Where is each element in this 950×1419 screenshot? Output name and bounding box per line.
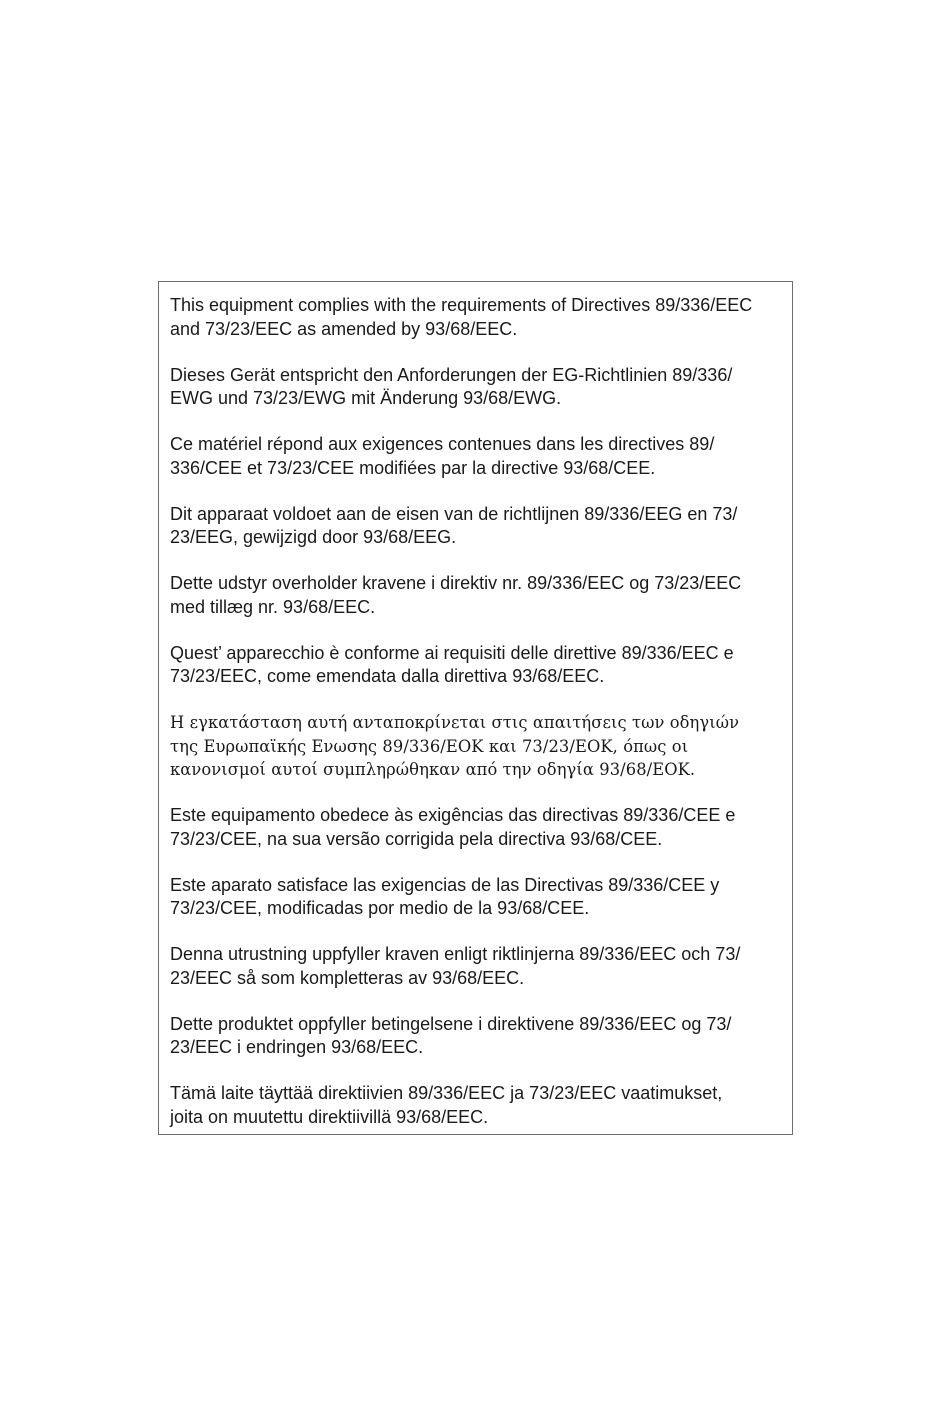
paragraph-spanish: Este aparato satisface las exigencias de las Directivas 89/336/CEE y 73/23/CEE, modificadas por medio de la 93/68/CEE. [170, 874, 720, 918]
paragraph-french: Ce matériel répond aux exigences contenues dans les directives 89/ 336/CEE et 73/23/CEE modifiées par la directive 93/68/CEE. [170, 434, 715, 478]
paragraph-german: Dieses Gerät entspricht den Anforderungen der EG-Richtlinien 89/336/ EWG und 73/23/EWG mit Änderung 93/68/EWG. [170, 364, 733, 408]
paragraph-norwegian: Dette produktet oppfyller betingelsene i direktivene 89/336/EEC og 73/ 23/EEC i endringen 93/68/EEC. [170, 1013, 732, 1057]
compliance-notice-box [158, 281, 793, 1135]
paragraph-english: This equipment complies with the requirements of Directives 89/336/EEC and 73/23/EEC as amended by 93/68/EEC. [170, 295, 753, 339]
paragraph-dutch: Dit apparaat voldoet aan de eisen van de richtlijnen 89/336/EEG en 73/ 23/EEG, gewijzigd door 93/68/EEG. [170, 503, 738, 547]
paragraph-greek: Η εγκατάσταση αυτή ανταποκρίνεται στις απαιτήσεις των οδηγιών της Ευρωπαϊκής Ενωσης 89/336/ΕΟΚ και 73/23/ΕΟΚ, όπως οι κανονισμοί αυτοί συμπληρώθηκαν από την οδηγία 93/68/ΕΟΚ. [170, 713, 740, 779]
paragraph-italian: Quest’ apparecchio è conforme ai requisiti delle direttive 89/336/EEC e 73/23/EEC, come emendata dalla direttiva 93/68/EEC. [170, 642, 734, 686]
paragraph-danish: Dette udstyr overholder kravene i direktiv nr. 89/336/EEC og 73/23/EEC med tillæg nr. 93/68/EEC. [170, 573, 742, 617]
paragraph-swedish: Denna utrustning uppfyller kraven enligt riktlinjerna 89/336/EEC och 73/ 23/EEC så som kompletteras av 93/68/EEC. [170, 944, 741, 988]
paragraph-finnish: Tämä laite täyttää direktiivien 89/336/EEC ja 73/23/EEC vaatimukset, joita on muutettu direktiivillä 93/68/EEC. [170, 1083, 723, 1127]
paragraph-portuguese: Este equipamento obedece às exigências das directivas 89/336/CEE e 73/23/CEE, na sua versão corrigida pela directiva 93/68/CEE. [170, 805, 736, 849]
